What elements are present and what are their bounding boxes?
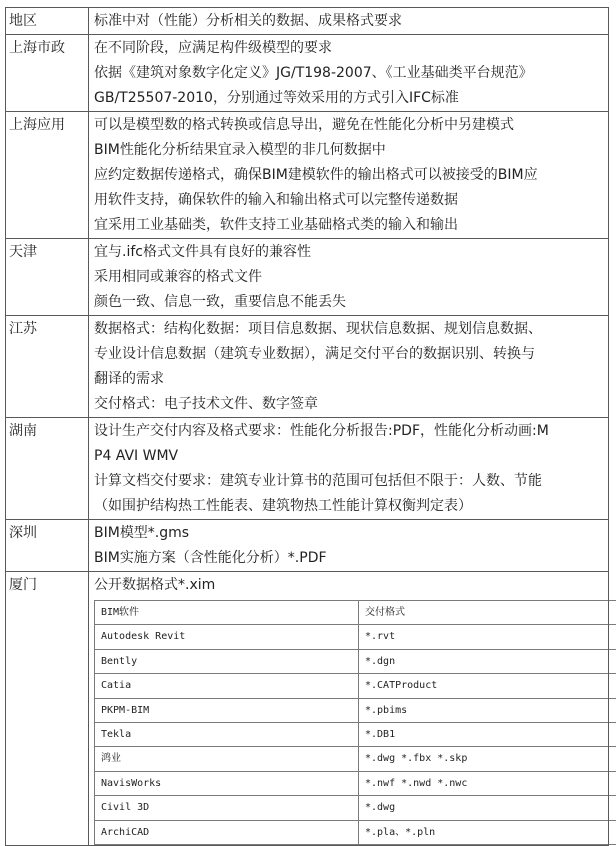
region-row-xiamen (6, 572, 609, 846)
standards-table (5, 7, 609, 846)
region-name: 深圳 (6, 520, 89, 572)
software-name: Tekla (95, 723, 359, 747)
region-name: 上海应用 (6, 112, 89, 239)
requirement-line: 翻译的需求 (94, 367, 606, 392)
region-row (6, 520, 609, 572)
requirement-line: 在不同阶段，应满足构件级模型的要求 (94, 36, 606, 61)
requirement-line: （如围护结构热工性能表、建筑物热工性能计算权衡判定表） (94, 494, 606, 519)
file-format: *.dwg *.fbx *.skp (359, 747, 616, 771)
software-format-table (94, 600, 616, 845)
software-name: Catia (95, 674, 359, 698)
file-format: *.DB1 (359, 723, 616, 747)
software-name: Civil 3D (95, 796, 359, 820)
table-row (95, 649, 616, 673)
region-requirements (89, 112, 609, 239)
header-software: BIM软件 (95, 601, 359, 625)
table-row (95, 625, 616, 649)
requirement-line: 可以是模型数的格式转换或信息导出，避免在性能化分析中另建模式 (94, 113, 606, 138)
requirement-line: 数据格式：结构化数据：项目信息数据、现状信息数据、规划信息数据、 (94, 317, 606, 342)
region-row (6, 316, 609, 418)
requirement-line: 依据《建筑对象数字化定义》JG/T198-2007、《工业基础类平台规范》 (94, 61, 606, 86)
requirement-line: 用软件支持，确保软件的输入和输出格式可以完整传递数据 (94, 188, 606, 213)
requirement-line: 采用相同或兼容的格式文件 (94, 265, 606, 290)
requirement-line: 宜采用工业基础类，软件支持工业基础格式类的输入和输出 (94, 213, 606, 238)
region-name: 江苏 (6, 316, 89, 418)
table-row (95, 723, 616, 747)
table-row (95, 771, 616, 795)
requirement-line: 交付格式：电子技术文件、数字签章 (94, 392, 606, 417)
requirement-line: 颜色一致、信息一致，重要信息不能丢失 (94, 290, 606, 315)
requirement-line: 专业设计信息数据（建筑专业数据），满足交付平台的数据识别、转换与 (94, 342, 606, 367)
table-row (95, 674, 616, 698)
table-row (95, 747, 616, 771)
file-format: *.rvt (359, 625, 616, 649)
region-requirements (89, 418, 609, 520)
region-row (6, 112, 609, 239)
requirement-line: 公开数据格式*.xim (94, 573, 606, 598)
requirement-line: 计算文档交付要求：建筑专业计算书的范围可包括但不限于：人数、节能 (94, 469, 606, 494)
region-row (6, 239, 609, 316)
table-row (95, 796, 616, 820)
header-region: 地区 (6, 8, 89, 35)
file-format: *.nwf *.nwd *.nwc (359, 771, 616, 795)
requirement-line: GB/T25507-2010，分别通过等效采用的方式引入IFC标准 (94, 86, 606, 111)
requirement-line: 设计生产交付内容及格式要求：性能化分析报告:PDF，性能化分析动画:M (94, 419, 606, 444)
region-name: 厦门 (6, 572, 89, 846)
region-requirements (89, 572, 609, 846)
requirement-line: BIM模型*.gms (94, 521, 606, 546)
requirement-line: BIM实施方案（含性能化分析）*.PDF (94, 546, 606, 571)
software-name: Autodesk Revit (95, 625, 359, 649)
file-format: *.dwg (359, 796, 616, 820)
file-format: *.pla、*.pln (359, 820, 616, 844)
file-format: *.pbims (359, 698, 616, 722)
region-name: 湖南 (6, 418, 89, 520)
header-requirements: 标准中对（性能）分析相关的数据、成果格式要求 (89, 8, 609, 35)
requirement-line: BIM性能化分析结果宜录入模型的非几何数据中 (94, 138, 606, 163)
software-table-header (95, 601, 616, 625)
region-requirements (89, 239, 609, 316)
region-requirements (89, 35, 609, 112)
software-name: ArchiCAD (95, 820, 359, 844)
region-name: 上海市政 (6, 35, 89, 112)
software-name: Bently (95, 649, 359, 673)
region-row (6, 418, 609, 520)
requirement-line: 宜与.ifc格式文件具有良好的兼容性 (94, 240, 606, 265)
region-row (6, 35, 609, 112)
requirement-line: P4 AVI WMV (94, 444, 606, 469)
header-row (6, 8, 609, 35)
table-row (95, 820, 616, 844)
table-row (95, 698, 616, 722)
software-name: PKPM-BIM (95, 698, 359, 722)
region-name: 天津 (6, 239, 89, 316)
region-requirements (89, 520, 609, 572)
requirement-line: 应约定数据传递格式，确保BIM建模软件的输出格式可以被接受的BIM应 (94, 163, 606, 188)
software-name: NavisWorks (95, 771, 359, 795)
region-requirements (89, 316, 609, 418)
file-format: *.CATProduct (359, 674, 616, 698)
file-format: *.dgn (359, 649, 616, 673)
header-format: 交付格式 (359, 601, 616, 625)
software-name: 鸿业 (95, 747, 359, 771)
